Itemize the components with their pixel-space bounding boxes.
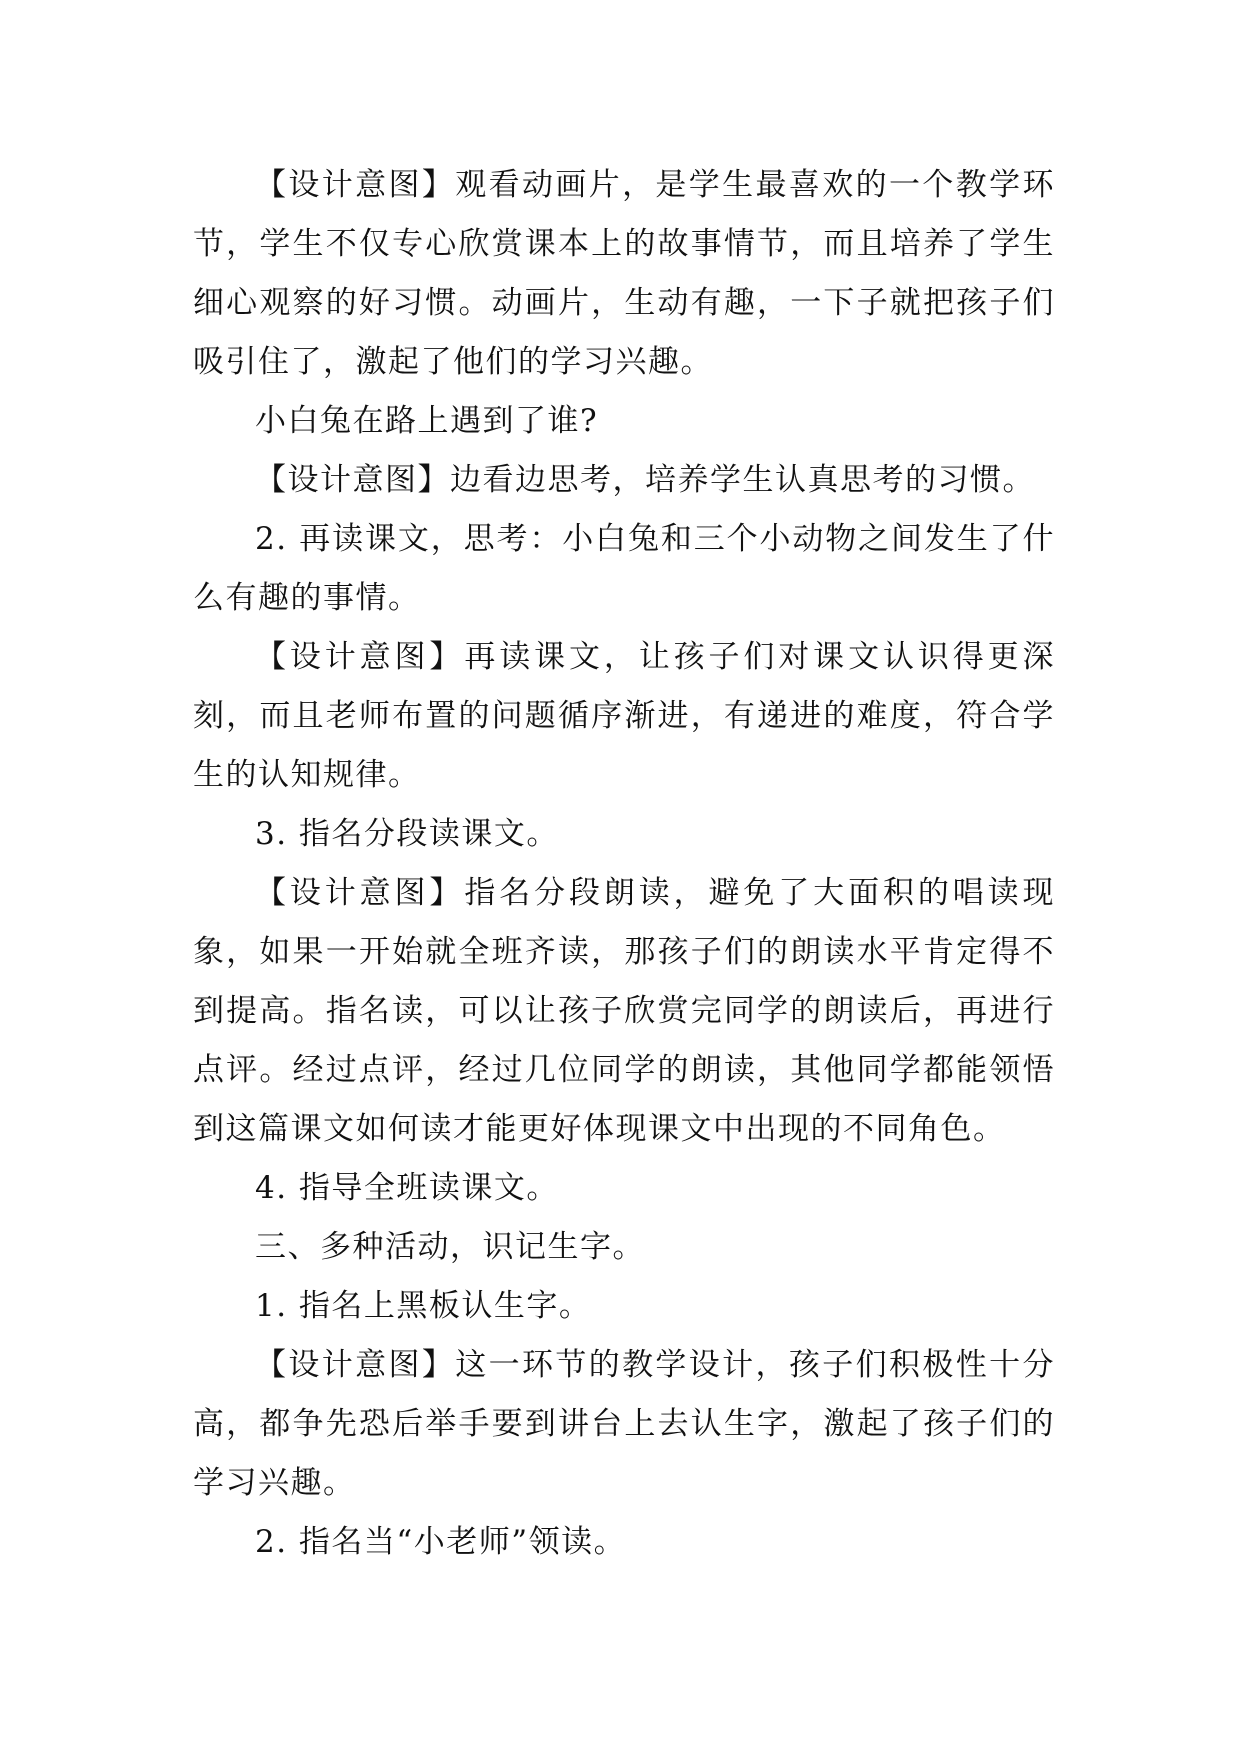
paragraph-step-4-class-reading: 4. 指导全班读课文。 [255, 1170, 559, 1206]
paragraph-design-intent-blackboard: 【设计意图】这一环节的教学设计，孩子们积极性十分高，都争先恐后举手要到讲台上去认生字，激起了孩子们的学习兴趣。 [193, 1347, 1055, 1501]
paragraph-design-intent-thinking: 【设计意图】边看边思考，培养学生认真思考的习惯。 [255, 462, 1035, 498]
paragraph-step-1-blackboard: 1. 指名上黑板认生字。 [255, 1288, 592, 1324]
paragraph-section-3-heading: 三、多种活动，识记生字。 [255, 1229, 645, 1265]
paragraph-step-2-reread: 2. 再读课文，思考：小白兔和三个小动物之间发生了什么有趣的事情。 [193, 521, 1055, 616]
paragraph-design-intent-section-reading: 【设计意图】指名分段朗读，避免了大面积的唱读现象，如果一开始就全班齐读，那孩子们的朗读水平肯定得不到提高。指名读，可以让孩子欣赏完同学的朗读后，再进行点评。经过点评，经过几位同学的朗读，其他同学都能领悟到这篇课文如何读才能更好体现课文中出现的不同角色。 [193, 875, 1055, 1147]
paragraph-step-3-section-reading: 3. 指名分段读课文。 [255, 816, 559, 852]
paragraph-step-2-little-teacher: 2. 指名当“小老师”领读。 [255, 1524, 627, 1560]
paragraph-design-intent-animation: 【设计意图】观看动画片，是学生最喜欢的一个教学环节，学生不仅专心欣赏课本上的故事情节，而且培养了学生细心观察的好习惯。动画片，生动有趣，一下子就把孩子们吸引住了，激起了他们的学习兴趣。 [193, 167, 1055, 380]
paragraph-design-intent-reread: 【设计意图】再读课文，让孩子们对课文认识得更深刻，而且老师布置的问题循序渐进，有递进的难度，符合学生的认知规律。 [193, 639, 1055, 793]
paragraph-question-rabbit: 小白兔在路上遇到了谁? [255, 403, 599, 439]
document-body [193, 156, 1055, 1572]
